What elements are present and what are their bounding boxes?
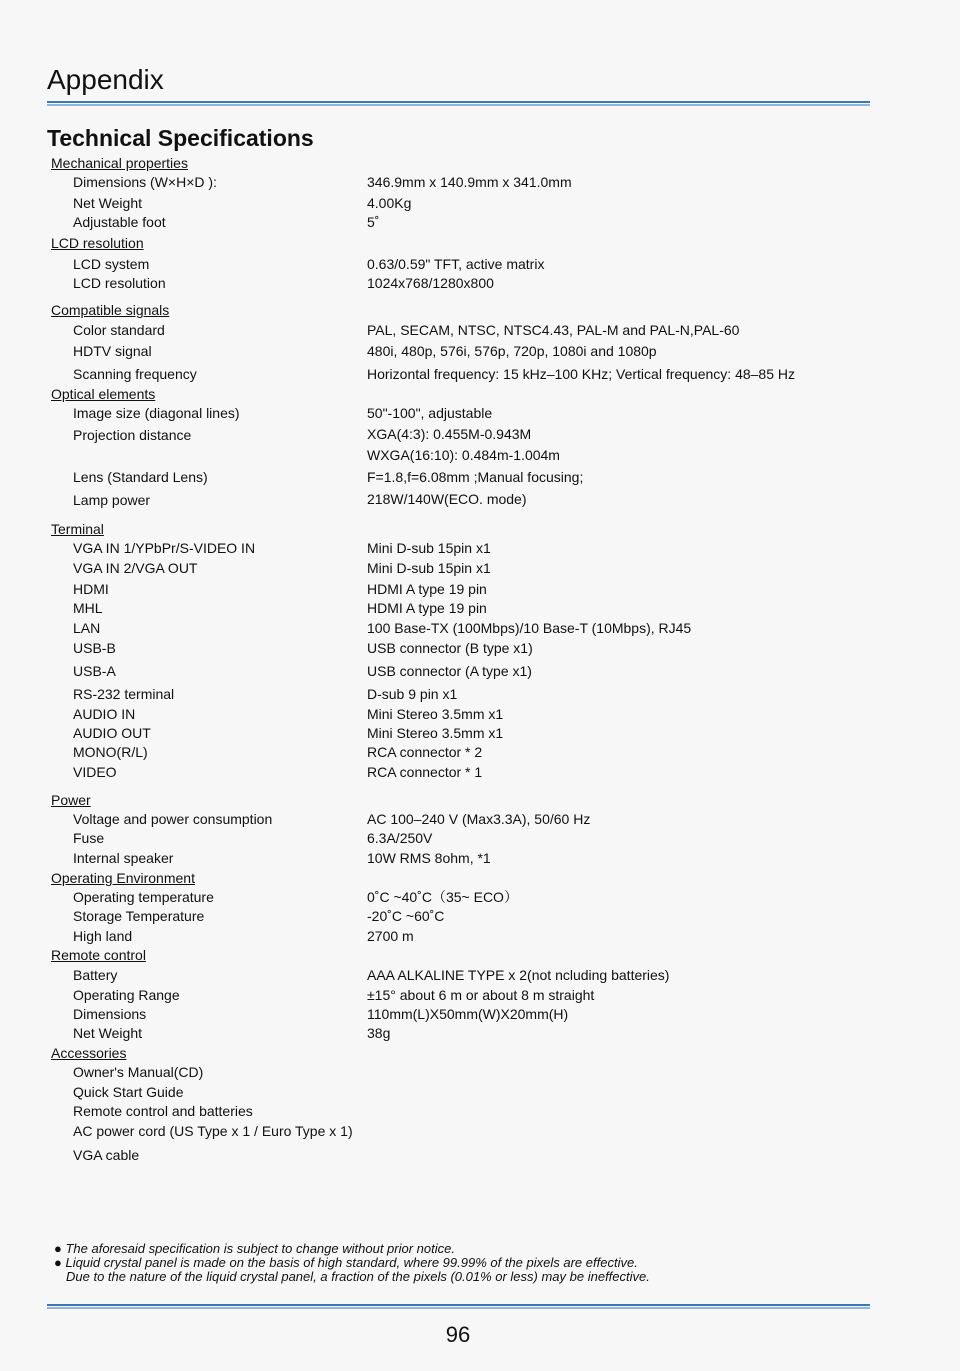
spec-label: Net Weight: [73, 195, 142, 211]
spec-label: High land: [73, 928, 133, 944]
section-title: Technical Specifications: [47, 125, 314, 151]
spec-label: MHL: [73, 600, 103, 616]
spec-label: Voltage and power consumption: [73, 811, 273, 827]
group-mechanical: Mechanical properties: [51, 155, 188, 171]
spec-label: AUDIO OUT: [73, 725, 151, 741]
spec-value: 5˚: [367, 214, 380, 230]
spec-label: Image size (diagonal lines): [73, 405, 240, 421]
spec-value: -20˚C ~60˚C: [367, 908, 445, 924]
spec-value: 50"-100", adjustable: [367, 405, 493, 421]
spec-value: AAA ALKALINE TYPE x 2(not ncluding batteries): [367, 967, 670, 983]
spec-label: USB-B: [73, 640, 116, 656]
spec-value: 6.3A/250V: [367, 830, 433, 846]
spec-value: HDMI A type 19 pin: [367, 581, 487, 597]
spec-label: Dimensions: [73, 1006, 147, 1022]
spec-value: F=1.8,f=6.08mm ;Manual focusing;: [367, 469, 584, 485]
spec-label: Fuse: [73, 830, 105, 846]
spec-value: 2700 m: [367, 928, 414, 944]
spec-label: Lens (Standard Lens): [73, 469, 208, 485]
spec-label: Battery: [73, 967, 118, 983]
spec-value: Mini Stereo 3.5mm x1: [367, 725, 504, 741]
group-terminal: Terminal: [51, 521, 104, 537]
spec-value: Mini Stereo 3.5mm x1: [367, 706, 504, 722]
spec-value: RCA connector * 1: [367, 764, 483, 780]
spec-value: WXGA(16:10): 0.484m-1.004m: [367, 447, 560, 463]
spec-value: XGA(4:3): 0.455M-0.943M: [367, 426, 532, 442]
spec-value: 38g: [367, 1025, 391, 1041]
spec-label: Adjustable foot: [73, 214, 166, 230]
spec-label: RS-232 terminal: [73, 686, 175, 702]
group-lcd: LCD resolution: [51, 235, 144, 251]
spec-value: AC 100–240 V (Max3.3A), 50/60 Hz: [367, 811, 591, 827]
spec-value: Mini D-sub 15pin x1: [367, 540, 491, 556]
spec-value: 0.63/0.59" TFT, active matrix: [367, 256, 545, 272]
spec-value: 10W RMS 8ohm, *1: [367, 850, 491, 866]
accessory-item: AC power cord (US Type x 1 / Euro Type x 1): [73, 1123, 353, 1139]
accessory-item: Remote control and batteries: [73, 1103, 253, 1119]
spec-label: USB-A: [73, 663, 116, 679]
accessory-item: VGA cable: [73, 1147, 140, 1163]
group-accessories: Accessories: [51, 1045, 127, 1061]
spec-value: Mini D-sub 15pin x1: [367, 560, 491, 576]
spec-value: 480i, 480p, 576i, 576p, 720p, 1080i and 1080p: [367, 343, 657, 359]
spec-value: 346.9mm x 140.9mm x 341.0mm: [367, 174, 572, 190]
page-header-title: Appendix: [47, 64, 164, 95]
spec-label: Operating temperature: [73, 889, 214, 905]
group-optical: Optical elements: [51, 386, 156, 402]
spec-label: LCD system: [73, 256, 150, 272]
footnote: ● The aforesaid specification is subject to change without prior notice.: [54, 1241, 455, 1256]
spec-value: USB connector (B type x1): [367, 640, 533, 656]
spec-value: 100 Base-TX (100Mbps)/10 Base-T (10Mbps), RJ45: [367, 620, 692, 636]
spec-label: Net Weight: [73, 1025, 142, 1041]
spec-label: LAN: [73, 620, 101, 636]
footnotes: [54, 1242, 650, 1284]
group-remote: Remote control: [51, 947, 146, 963]
spec-value: 110mm(L)X50mm(W)X20mm(H): [367, 1006, 569, 1022]
spec-value: 0˚C ~40˚C（35~ ECO）: [367, 889, 518, 905]
spec-value: 1024x768/1280x800: [367, 275, 494, 291]
spec-label: VGA IN 2/VGA OUT: [73, 560, 198, 576]
spec-label: Scanning frequency: [73, 366, 197, 382]
spec-label: VGA IN 1/YPbPr/S-VIDEO IN: [73, 540, 256, 556]
spec-value: PAL, SECAM, NTSC, NTSC4.43, PAL-M and PAL-N,PAL-60: [367, 322, 740, 338]
page-number: 96: [445, 1322, 471, 1347]
spec-label: Operating Range: [73, 987, 180, 1003]
spec-value: USB connector (A type x1): [367, 663, 532, 679]
spec-label: Projection distance: [73, 427, 192, 443]
group-environment: Operating Environment: [51, 870, 195, 886]
spec-value: HDMI A type 19 pin: [367, 600, 487, 616]
spec-label: LCD resolution: [73, 275, 166, 291]
spec-label: HDMI: [73, 581, 109, 597]
spec-label: Dimensions (W×H×D ):: [73, 174, 217, 190]
footnote: ● Liquid crystal panel is made on the basis of high standard, where 99.99% of the pixels are effective.: [54, 1255, 638, 1270]
spec-value: D-sub 9 pin x1: [367, 686, 458, 702]
spec-value: 4.00Kg: [367, 195, 412, 211]
spec-label: MONO(R/L): [73, 744, 148, 760]
spec-label: AUDIO IN: [73, 706, 136, 722]
spec-label: VIDEO: [73, 764, 117, 780]
spec-label: HDTV signal: [73, 343, 152, 359]
footer-divider: [47, 1304, 870, 1309]
spec-label: Color standard: [73, 322, 165, 338]
spec-label: Storage Temperature: [73, 908, 205, 924]
group-signals: Compatible signals: [51, 302, 170, 318]
footnote: Due to the nature of the liquid crystal panel, a fraction of the pixels (0.01% or less) may be ineffective.: [66, 1269, 650, 1284]
spec-value: 218W/140W(ECO. mode): [367, 491, 527, 507]
spec-label: Lamp power: [73, 492, 151, 508]
spec-value: ±15° about 6 m or about 8 m straight: [367, 987, 595, 1003]
spec-value: RCA connector * 2: [367, 744, 483, 760]
group-power: Power: [51, 792, 91, 808]
spec-value: Horizontal frequency: 15 kHz–100 KHz; Vertical frequency: 48–85 Hz: [367, 366, 796, 382]
accessory-item: Owner's Manual(CD): [73, 1064, 204, 1080]
spec-label: Internal speaker: [73, 850, 174, 866]
accessory-item: Quick Start Guide: [73, 1084, 184, 1100]
